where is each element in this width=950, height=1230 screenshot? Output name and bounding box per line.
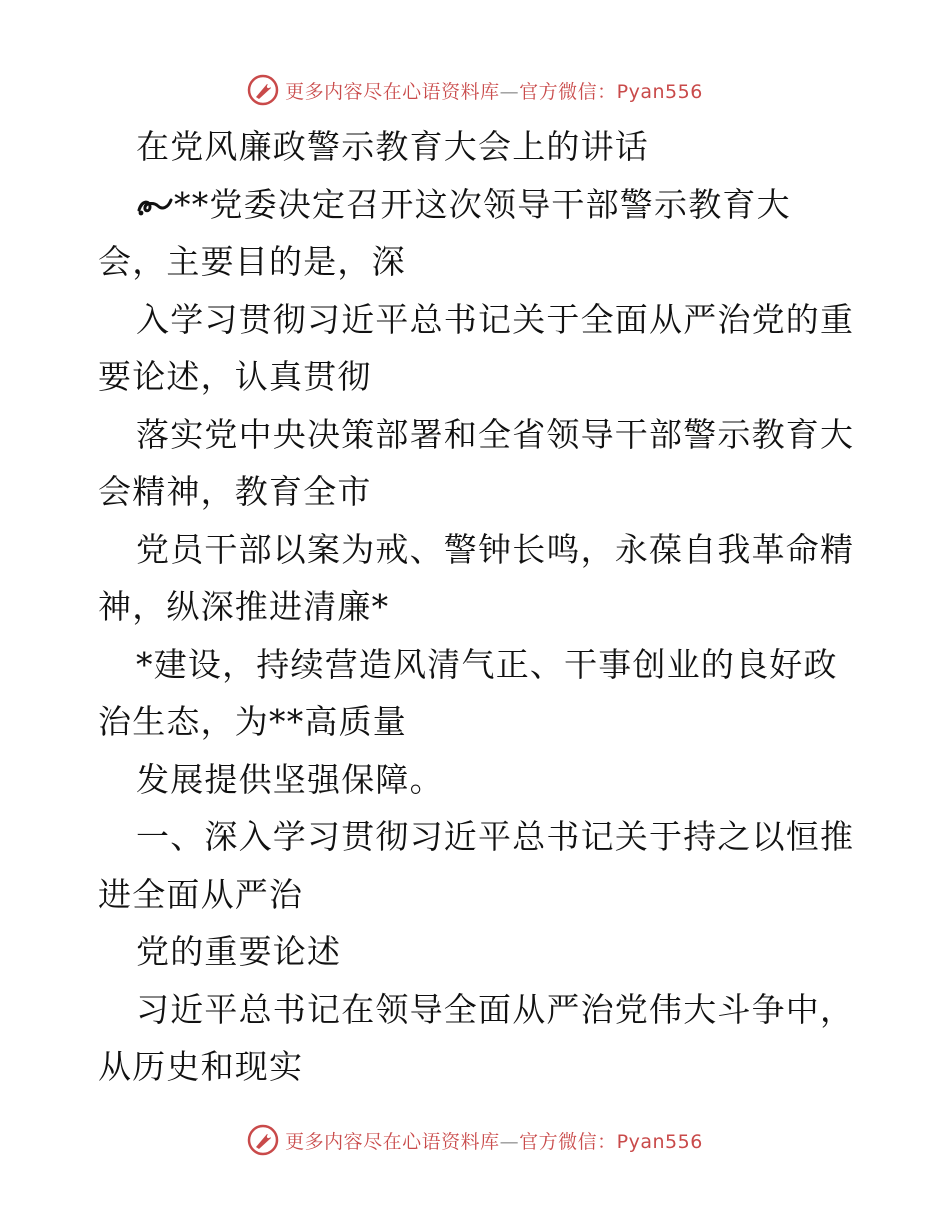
paragraph-line: 会精神，教育全市: [98, 472, 372, 511]
document-body: [98, 118, 858, 1096]
banner-contact-text: 官方微信：Pyan556: [519, 80, 703, 103]
paragraph-line: 党员干部以案为戒、警钟长鸣，永葆自我革命精: [136, 529, 855, 569]
banner-text: [285, 1127, 703, 1154]
paragraph-line: 习近平总书记在领导全面从严治党伟大斗争中，: [136, 989, 855, 1029]
document-title: 在党风廉政警示教育大会上的讲话: [136, 127, 649, 166]
banner-text: [285, 77, 703, 104]
paragraph-line: *建设，持续营造风清气正、干事创业的良好政: [136, 644, 838, 684]
paragraph-line: 从历史和现实: [98, 1047, 304, 1086]
paragraph-line: 神，纵深推进清廉*: [98, 587, 390, 626]
section-heading-line: 党的重要论述: [136, 932, 342, 971]
banner-separator: —: [499, 80, 520, 103]
section-heading-line: 进全面从严治: [98, 874, 304, 914]
paragraph-line: 落实党中央决策部署和全省领导干部警示教育大: [136, 414, 855, 454]
paragraph-line: 要论述，认真贯彻: [98, 357, 372, 396]
header-banner: [0, 70, 950, 110]
paragraph-line: 发展提供坚强保障。: [136, 759, 444, 799]
pen-nib-logo-icon: [247, 1124, 279, 1156]
paragraph-line: 入学习贯彻习近平总书记关于全面从严治党的重: [136, 299, 855, 339]
pen-nib-logo-icon: [247, 74, 279, 106]
scroll-flourish-icon: [136, 192, 174, 220]
paragraph-text: **党委决定召开这次领导干部警示教育大: [174, 184, 791, 224]
section-heading-line: 一、深入学习贯彻习近平总书记关于持之以恒推: [136, 817, 855, 856]
banner-main-text: 更多内容尽在心语资料库: [285, 1130, 500, 1153]
banner-main-text: 更多内容尽在心语资料库: [285, 80, 500, 103]
footer-banner: [0, 1120, 950, 1160]
paragraph-line: [98, 176, 858, 234]
paragraph-line: 会，主要目的是，深: [98, 242, 406, 281]
banner-separator: —: [499, 1130, 520, 1153]
paragraph-line: 治生态，为**高质量: [98, 702, 407, 741]
banner-contact-text: 官方微信：Pyan556: [519, 1130, 703, 1153]
